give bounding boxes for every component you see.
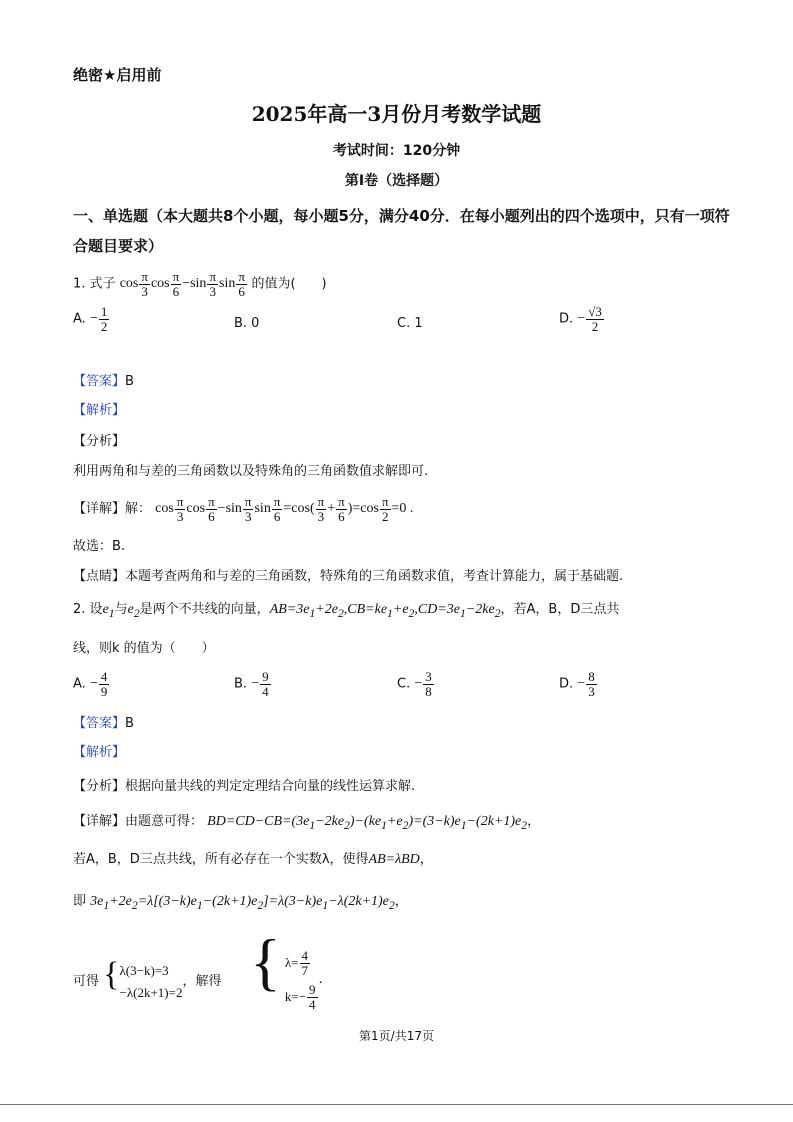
q1-stem xyxy=(73,270,327,298)
q1-choose: 故选：B. xyxy=(73,539,126,554)
q2-option-a: A. − $\frac{4}{9}$ xyxy=(73,669,108,699)
q1-explain-tag: 【解析】 xyxy=(73,403,126,418)
q2-detail: 【详解】由题意可得： $BD=CD-CB=(3e_1-2ke_2)-(ke_1+e_2)=(3-k)e_1-(2k+1)e_2$， xyxy=(73,814,541,832)
q2-stem-line2: 线，则k 的值为（ ） xyxy=(73,641,215,656)
page-footer: 第1页/共17页 xyxy=(359,1029,434,1043)
q1-answer: 【答案】B xyxy=(73,374,134,389)
q1-detail: 【详解】解： cos $\frac{\pi}{3}$ cos $\frac{\pi}{6}$ −sin $\frac{\pi}{3}$ sin $\frac{\pi}{6}$ =cos( $\frac{\pi}{3}$ + $\frac{\pi}{6}$ )=cos $\frac{\pi}{2}$ =0 . xyxy=(73,494,414,524)
q2-solution: { λ= $\frac{4}{7}$ k=− $\frac{9}{4}$ . xyxy=(250,926,323,1013)
q2-option-b: B. − $\frac{9}{4}$ xyxy=(234,669,269,699)
q2-stem: 2. 设$e_1$与$e_2$是两个不共线的向量，$AB=3e_1+2e_2,CB=ke_1+e_2,CD=3e_1-2ke_2$，若A，B，D三点共 xyxy=(73,602,620,620)
q1-expression: cos $\frac{\pi}{3}$ cos $\frac{\pi}{6}$ −sin $\frac{\pi}{3}$ sin $\frac{\pi}{6}$ xyxy=(119,269,245,299)
q1-analysis: 利用两角和与差的三角函数以及特殊角的三角函数值求解即可. xyxy=(73,464,429,479)
secret-label: 绝密★启用前 xyxy=(73,66,162,84)
q2-analysis: 【分析】根据向量共线的判定定理结合向量的线性运算求解. xyxy=(73,779,416,794)
page-title: 2025年高一3月份月考数学试题 xyxy=(251,102,542,126)
q2-equation-line: 即 $3e_1+2e_2=\lambda[(3-k)e_1-(2k+1)e_2]=\lambda(3-k)e_1-\lambda(2k+1)e_2$， xyxy=(73,894,408,912)
page-divider xyxy=(0,1104,793,1105)
q1-analysis-tag: 【分析】 xyxy=(73,434,126,449)
section-heading: 一、单选题（本大题共8个小题，每小题5分，满分40分．在每小题列出的四个选项中，只有一项符合题目要求） xyxy=(73,207,730,255)
q2-collinear-line: 若A，B，D三点共线，所有必存在一个实数λ，使得AB=λBD， xyxy=(73,852,433,867)
exam-time: 考试时间：120分钟 xyxy=(332,143,461,159)
q1-option-d: D. − $\frac{√3}{2}$ xyxy=(559,304,602,334)
q1-stem-pre: 式子 xyxy=(89,276,116,292)
q1-number: 1. xyxy=(73,276,86,292)
q1-comment: 【点睛】本题考查两角和与差的三角函数，特殊角的三角函数求值，考查计算能力，属于基础题. xyxy=(73,569,624,584)
q1-option-a: A. − $\frac{1}{2}$ xyxy=(73,304,108,334)
volume-label: 第Ⅰ卷（选择题） xyxy=(344,173,449,189)
q2-answer: 【答案】B xyxy=(73,716,134,731)
q2-explain-tag: 【解析】 xyxy=(73,745,126,760)
q1-stem-post: 的值为( ) xyxy=(251,276,327,292)
q2-system-line: 可得 { λ(3−k)=3 −λ(2k+1)=2 ，解得 xyxy=(73,956,222,1000)
q1-option-c: C. 1 xyxy=(397,316,423,331)
q2-option-d: D. − $\frac{8}{3}$ xyxy=(559,669,595,699)
q2-option-c: C. − $\frac{3}{8}$ xyxy=(397,669,432,699)
q1-option-b: B. 0 xyxy=(234,316,260,331)
